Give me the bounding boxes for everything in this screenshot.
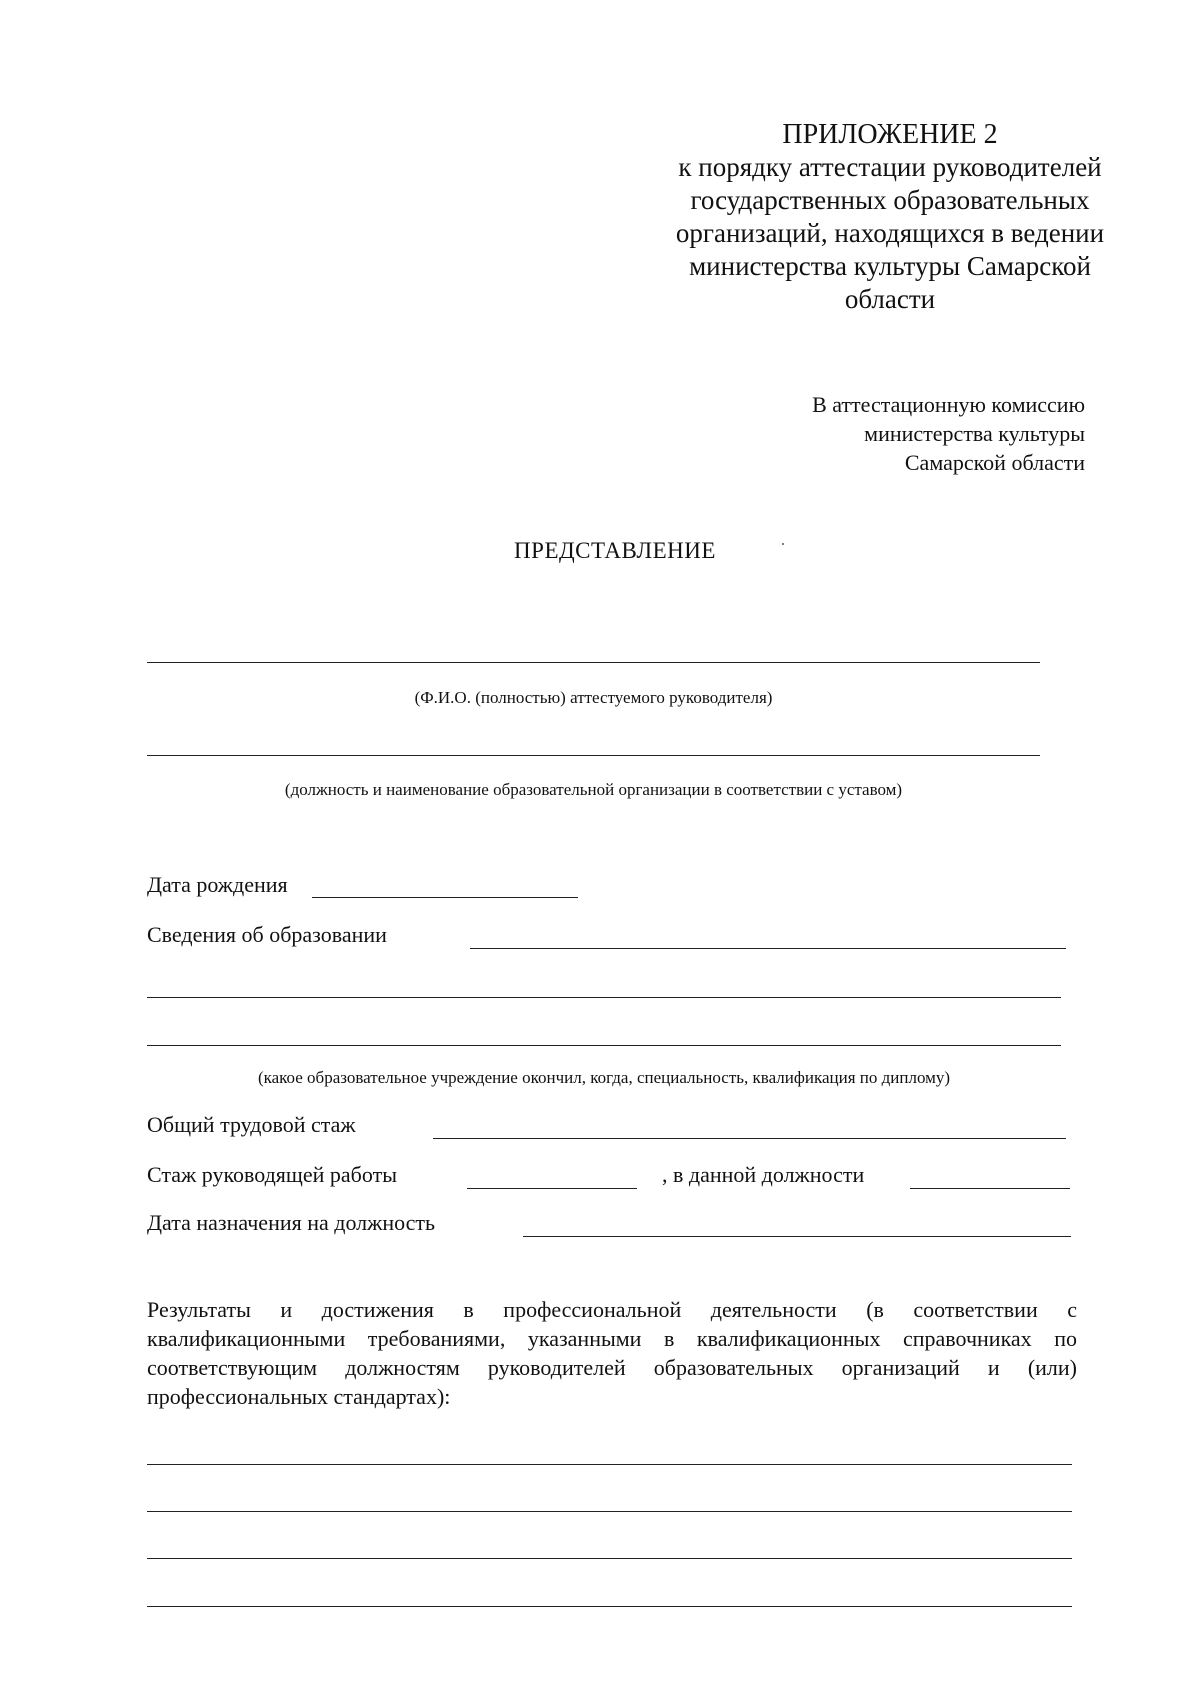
management-experience-label: Стаж руководящей работы	[147, 1162, 397, 1187]
appointment-date-input-line[interactable]	[523, 1236, 1071, 1237]
scan-speck	[782, 543, 784, 545]
education-input-line-2[interactable]	[147, 997, 1061, 998]
position-input-line[interactable]	[147, 755, 1040, 756]
appendix-line: государственных образовательных	[690, 185, 1090, 215]
results-input-line[interactable]	[147, 1511, 1072, 1512]
appointment-date-label: Дата назначения на должность	[147, 1210, 436, 1235]
addressee-line: Самарской области	[904, 450, 1085, 475]
birth-date-label: Дата рождения	[147, 872, 288, 897]
fio-caption: (Ф.И.О. (полностью) аттестуемого руководителя)	[414, 688, 773, 707]
total-experience-label: Общий трудовой стаж	[147, 1112, 356, 1137]
education-caption: (какое образовательное учреждение окончил, когда, специальность, квалификация по диплому)	[257, 1068, 951, 1087]
management-experience-input-line[interactable]	[467, 1188, 637, 1189]
total-experience-input-line[interactable]	[433, 1138, 1066, 1139]
education-label: Сведения об образовании	[147, 922, 387, 947]
education-input-line[interactable]	[470, 948, 1066, 949]
appendix-line: к порядку аттестации руководителей	[678, 152, 1102, 182]
results-paragraph: Результаты и достижения в профессиональной деятельности (в соответствии с квалификационными требованиями, указанными в квалификационных справочниках по соответствующим должностям руководителей образовательных организаций и (или) профессиональных стандартах):	[147, 1297, 1077, 1409]
results-input-line[interactable]	[147, 1558, 1072, 1559]
document-title: ПРЕДСТАВЛЕНИЕ	[514, 538, 716, 563]
appendix-title: ПРИЛОЖЕНИЕ 2	[782, 119, 998, 150]
current-position-label: , в данной должности	[662, 1162, 865, 1187]
appendix-line: организаций, находящихся в ведении	[675, 218, 1105, 248]
appendix-line: области	[844, 284, 936, 314]
appendix-line: министерства культуры Самарской	[689, 251, 1091, 281]
fio-input-line[interactable]	[147, 662, 1040, 663]
addressee-block	[812, 390, 1085, 477]
appendix-header	[640, 118, 1140, 316]
addressee-line: В аттестационную комиссию	[812, 392, 1085, 417]
results-input-line[interactable]	[147, 1464, 1072, 1465]
results-input-line[interactable]	[147, 1606, 1072, 1607]
birth-date-input-line[interactable]	[312, 897, 578, 898]
position-caption: (должность и наименование образовательной организации в соответствии с уставом)	[284, 780, 903, 799]
addressee-line: министерства культуры	[864, 421, 1085, 446]
education-input-line-3[interactable]	[147, 1045, 1061, 1046]
current-position-experience-input-line[interactable]	[910, 1188, 1070, 1189]
